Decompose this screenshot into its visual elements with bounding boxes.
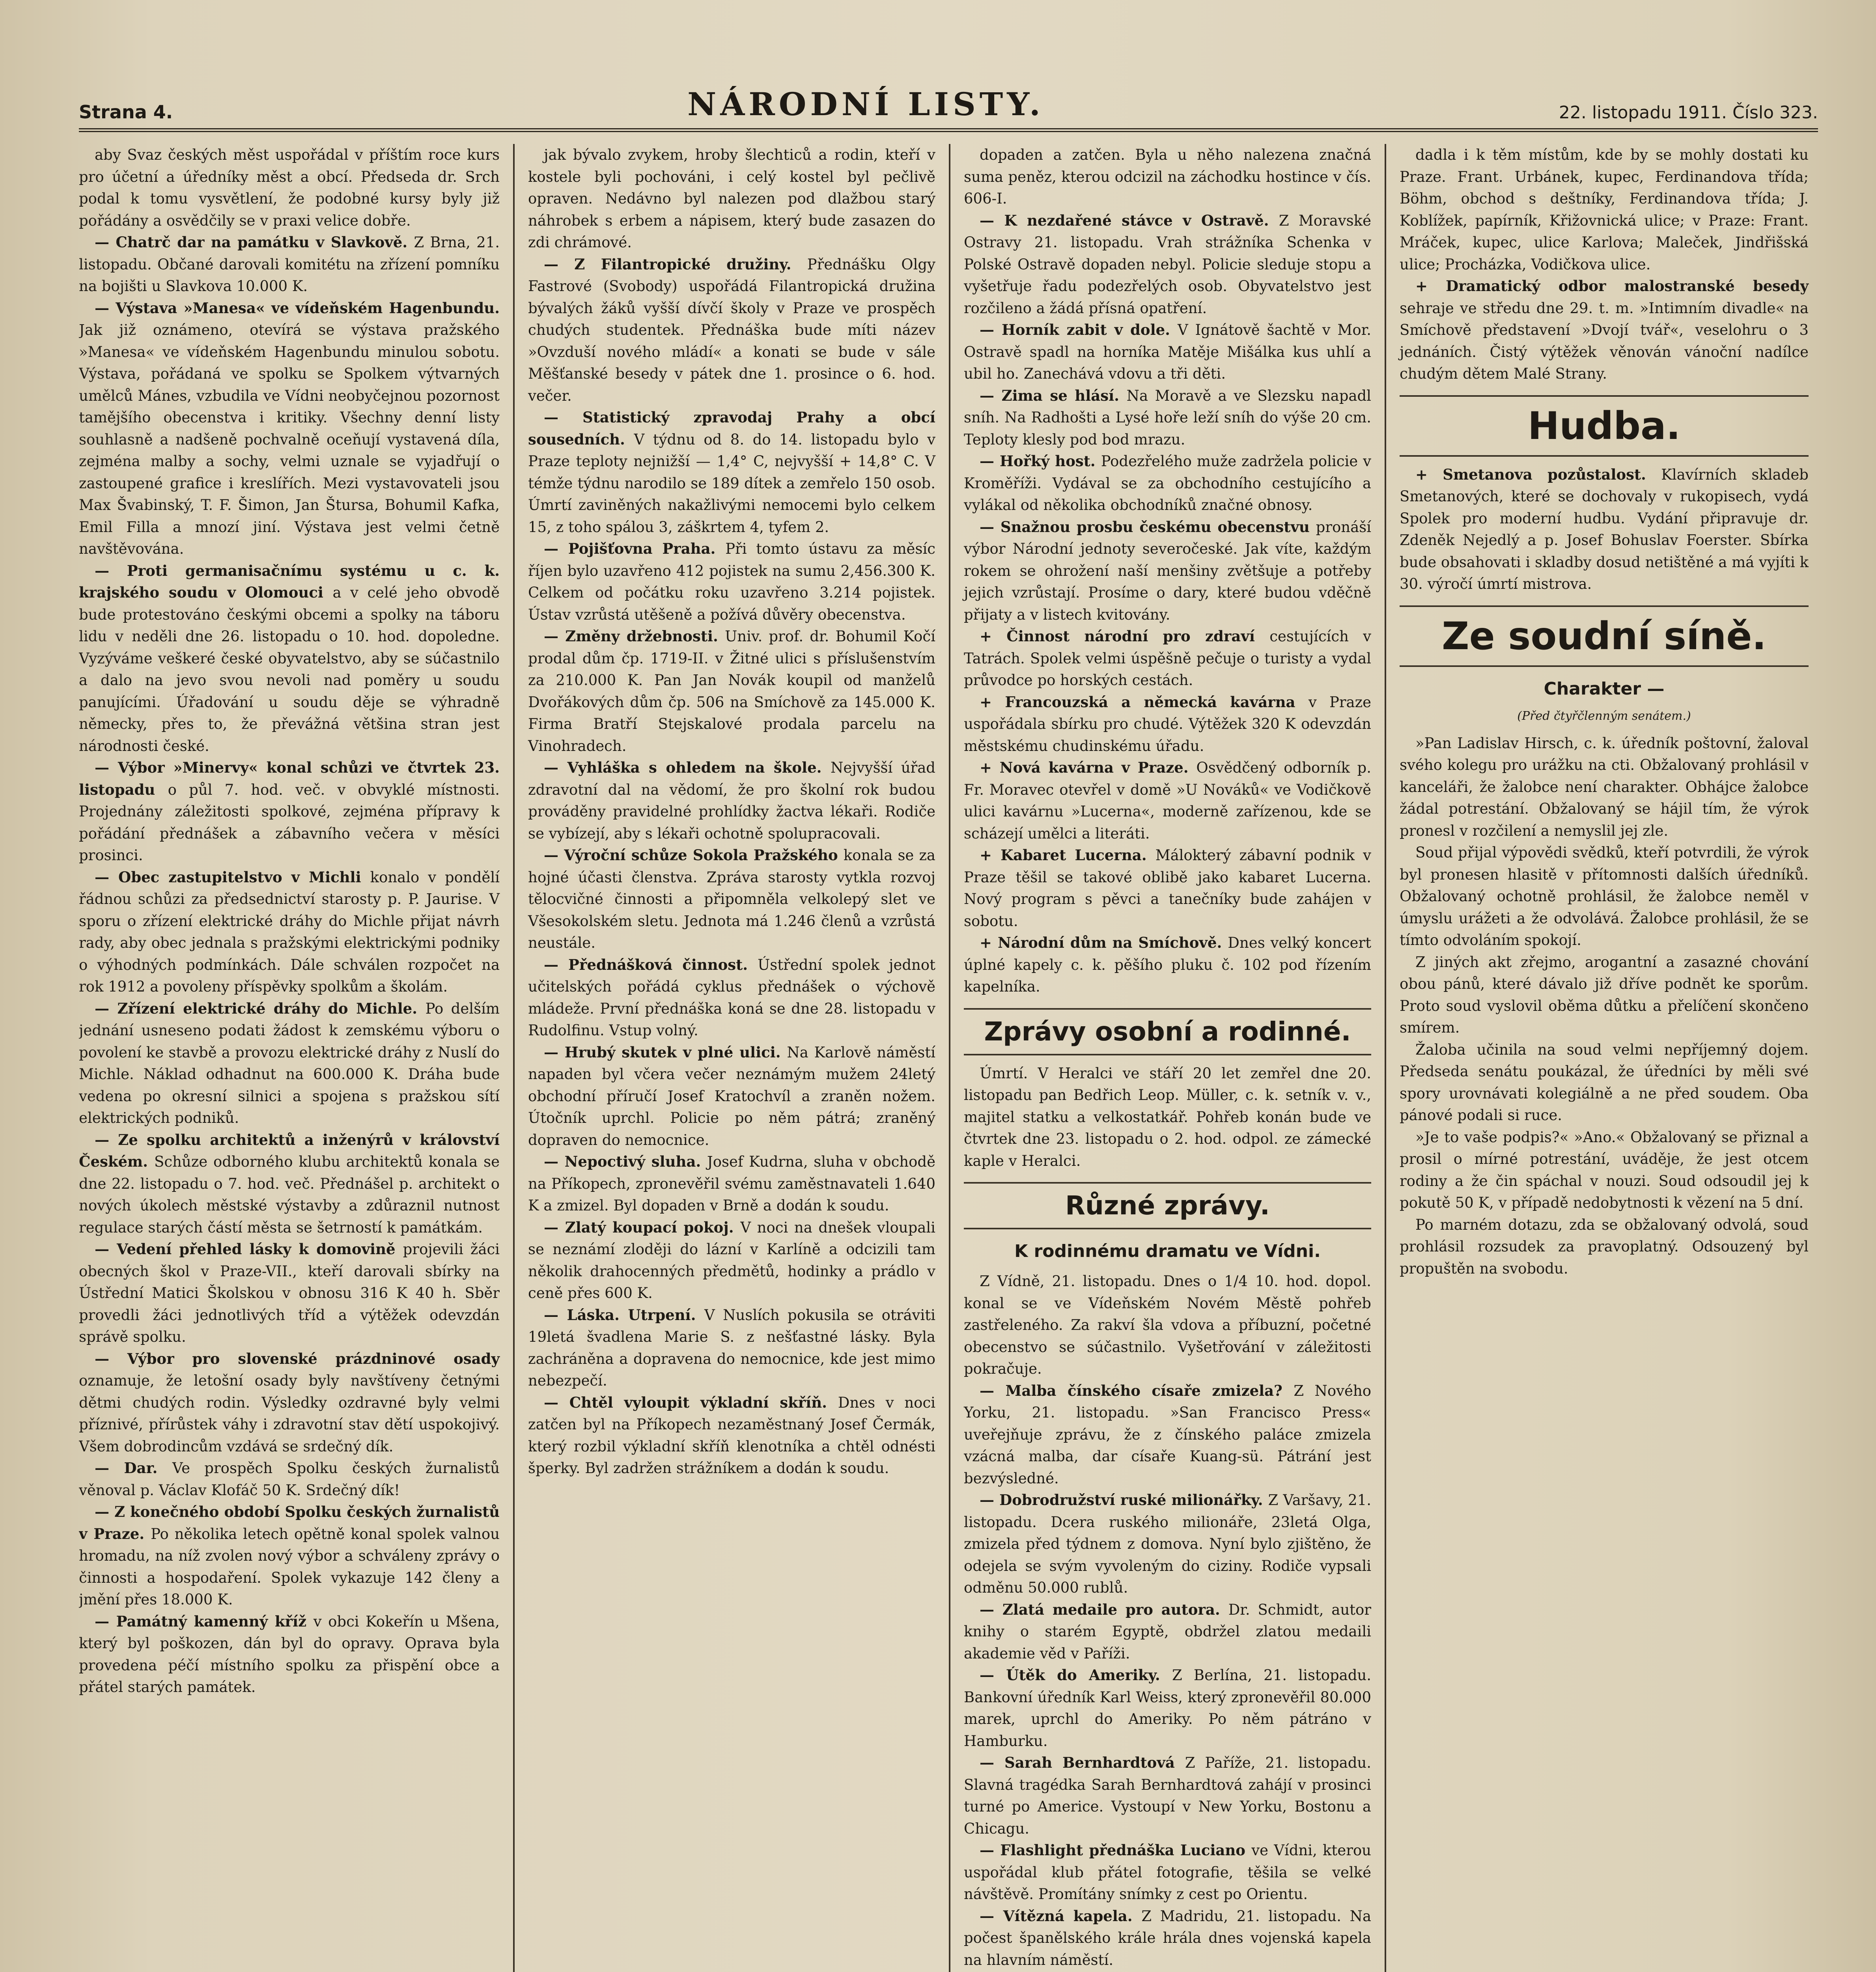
news-item-text: dopaden a zatčen. Byla u něho nalezena značná suma peněz, kterou odcizil na záchodku hostince v čís. 606-I. [964,146,1371,207]
news-item-lead: — Láska. Utrpení. [544,1306,705,1324]
news-items [1400,144,1809,385]
news-item-text: oznamuje, že letošní osady byly navštíveny četnými dětmi chudých rodin. Výsledky ozdravné byly velmi příznivé, přírůstek váhy i zdravotní stav dětí uspokojivý. Všem dobrodincům vzdává se srdečný dík. [79,1372,500,1455]
news-item [528,626,935,757]
news-item [1400,842,1809,951]
news-item-text: Dnes velký koncert úplné kapely c. k. pěšího pluku č. 102 pod řízením kapelníka. [964,934,1371,995]
news-item-lead: — Zřízení elektrické dráhy do Michle. [95,999,426,1017]
news-item-text: Z jiných akt zřejmo, arogantní a zasazné chování obou pánů, které dávalo již dříve podnět ke sporům. Proto soud vyslovil oběma důtku a přelíčení skončeno smírem. [1400,953,1809,1036]
news-item [1400,732,1809,842]
news-item [528,844,935,954]
news-item [79,297,500,560]
news-item-text: Z Paříže, 21. listopadu. Slavná tragédka Sarah Bernhardtová zahájí v prosinci turné po Americe. Vystoupí v New Yorku, Bostonu a Chicagu. [964,1754,1371,1837]
news-item [79,757,500,866]
news-items [964,1270,1371,1905]
news-item-text: Klavírních skladeb Smetanových, které se dochovaly v rukopisech, vydá Spolek pro moderní hudbu. Vydání připravuje dr. Zdeněk Nejedlý a p. Josef Bohuslav Foerster. Sbírka bude obsahovati i skladby dosud netištěné a má vyjíti k 30. výročí úmrtí mistrova. [1400,466,1809,592]
news-item-text: konala se za hojné účasti členstva. Zpráva starosty vytkla rozvoj tělocvičné činnosti a připomněla velkolepý slet ve Všesokolském sletu. Jednota má 1.246 členů a vzrůstá neustále. [528,847,935,951]
news-item-lead: — Malba čínského císaře zmizela? [980,1382,1294,1399]
news-item [528,757,935,844]
news-item-text: aby Svaz českých měst uspořádal v příštím roce kurs pro účetní a úředníky měst a obcí. Předseda dr. Srch podal k tomu vysvětlení, že podobné kursy byly již pořádány a osvědčily se v praxi velice dobře. [79,146,500,229]
news-item [964,691,1371,757]
news-item-text: o půl 7. hod. več. v obvyklé místnosti. Projednány záležitosti spolkové, zejména přípravy k pořádání přednášek a zábavního večera v měsíci prosinci. [79,781,500,864]
news-item [528,254,935,407]
news-item-lead: + Národní dům na Smíchově. [980,934,1228,951]
news-items [964,144,1371,998]
news-item [528,538,935,626]
news-item-text: ve Vídni, kterou uspořádal klub přátel fotografie, těšila se velké návštěvě. Promítány snímky z cest po Orientu. [964,1842,1371,1903]
news-item [964,932,1371,998]
news-item [528,1042,935,1151]
news-item-text: Podezřelého muže zadržela policie v Kroměříži. Vydával se za obchodního cestujícího a vylákal od několika obchodníků značné obnosy. [964,453,1371,514]
news-item-text: Z Vídně, 21. listopadu. Dnes o 1/4 10. hod. dopol. konal se ve Vídeňském Novém Městě pohřeb zastřeleného. Za rakví šla vdova a příbuzní, početné obecenstvo se súčastnilo. Vyšetřování v záležitosti pokračuje. [964,1273,1371,1377]
news-item [1400,1214,1809,1280]
news-item-lead: — Pojišťovna Praha. [544,540,726,557]
news-item-text: Z Varšavy, 21. listopadu. Dcera ruského milionáře, 23letá Olga, zmizela před týdnem z domova. Nyní bylo zjištěno, že odejela se svým vyvoleným do ciziny. Rodiče vypsali odměnu 50.000 rublů. [964,1492,1372,1596]
news-item [964,516,1371,626]
news-item-text: Ve prospěch Spolku českých žurnalistů věnoval p. Václav Klofáč 50 K. Srdečný dík! [79,1460,500,1499]
news-item-lead: — Dar. [95,1459,172,1477]
news-item-lead: + Nová kavárna v Praze. [980,759,1197,776]
news-item-text: Po marném dotazu, zda se obžalovaný odvolá, soud prohlásil rozsudek za pravoplatný. Odsouzený byl propuštěn na svobodu. [1400,1216,1809,1277]
news-item-text: a v celé jeho obvodě bude protestováno českými obcemi a spolky na táboru lidu v neděli dne 26. listopadu o 10. hod. dopoledne. Vyzýváme veškeré české obyvatelstvo, aby se súčastnilo a dalo na jevo svou nevoli nad poměry u soudu panujícími. Úřadování u soudu děje se výhradně německy, přes to, že převážná většina stran jest národnosti české. [79,584,500,754]
news-item-text: Na Karlově náměstí napaden byl včera večer neznámým mužem 24letý obchodní příručí Josef Kratochvíl a zraněn nožem. Útočník uprchl. Policie po něm pátrá; zraněný dopraven do nemocnice. [528,1044,935,1148]
news-item [79,866,500,998]
news-item [79,1457,500,1501]
news-item-text: Nejvyšší úřad zdravotní dal na vědomí, že pro školní rok budou prováděny pravidelné prohlídky žactva lékaři. Rodiče se vybízejí, aby s lékaři ochotně spolupracovali. [528,759,935,842]
news-item-lead: — Chtěl vyloupit výkladní skříň. [544,1393,838,1411]
news-item-text: V noci na dnešek vloupali se neznámí zloději do lázní v Karlíně a odcizili tam několik drahocenných předmětů, hodinky a prádlo v ceně přes 600 K. [528,1219,935,1302]
news-item-lead: + Francouzská a německá kavárna [980,693,1309,711]
news-item [964,1599,1371,1665]
news-item-lead: — Vyhláška s ohledem na škole. [544,759,831,776]
news-item [964,1752,1371,1839]
news-item-text: Z Nového Yorku, 21. listopadu. »San Francisco Press« uveřejňuje zprávu, že z čínského paláce zmizela vzácná malba, dar císaře Kuang-sü. Pátrání jest bezvýsledné. [964,1382,1371,1487]
news-item [528,1151,935,1217]
news-item-text: cestujících v Tatrách. Spolek velmi úspěšně pečuje o turisty a vydal průvodce po horských cestách. [964,628,1371,689]
news-item-text: »Je to vaše podpis?« »Ano.« Obžalovaný se přiznal a prosil o mírné potrestání, uváděje, že jest otcem rodiny a že čin spáchal v nouzi. Soud odsoudil jej k pokutě 50 K, v případě nedobytnosti k vězení na 5 dní. [1400,1128,1809,1211]
news-item-lead: — Proti germanisačnímu systému u c. k. krajského soudu v Olomouci [79,562,500,601]
news-item-lead: — Ze spolku architektů a inženýrů v království Českém. [79,1131,500,1170]
news-item-lead: — Zlatý koupací pokoj. [544,1218,741,1236]
news-item-lead: — Zima se hlásí. [980,387,1127,404]
news-items [1400,464,1809,595]
news-item-text: »Pan Ladislav Hirsch, c. k. úředník poštovní, žaloval svého kolegu pro urážku na cti. Obžalovaný prohlásil v kanceláři, že žalobce není charakter. Obhájce žalobce žádal potrestání. Obžalovaný se hájil tím, že výrok pronesl v rozčilení a nemyslil jej zle. [1400,734,1809,839]
news-item-text: V týdnu od 8. do 14. listopadu bylo v Praze teploty nejnižší — 1,4° C, nejvyšší + 14,8° C. V témže týdnu narodilo se 189 dítek a zemřelo 150 osob. Úmrtí zaviněných nakažlivými nemocemi bylo celkem 15, z toho spálou 3, záškrtem 4, tyfem 2. [528,431,935,536]
news-item-lead: — Hrubý skutek v plné ulici. [544,1043,787,1061]
news-item-text: V Nuslích pokusila se otráviti 19letá švadlena Marie S. z nešťastné lásky. Byla zachráněna a dopravena do nemocnice, kde jest mimo nebezpečí. [528,1306,935,1389]
news-item-text: Po několika letech opětně konal spolek valnou hromadu, na níž zvolen nový výbor a schváleny zprávy o činnosti a hospodaření. Spolek vykazuje 142 členy a jmění přes 18.000 K. [79,1525,500,1608]
news-item-text: pronáší výbor Národní jednoty severočeské. Jak víte, každým rokem se ohrožení naší menšiny zvětšuje a potřeby jejich vzrůstají. Prosíme o dary, které budou vděčně přijaty a v listech kvitovány. [964,518,1371,623]
news-item-lead: — Flashlight přednáška Luciano [980,1841,1252,1859]
news-item-text: Jak již oznámeno, otevírá se výstava pražského »Manesa« ve vídeňském Hagenbundu minulou sobotu. Výstava, pořádaná ve spolku se Spolkem výtvarných umělců Mánes, vzbudila ve Vídni neobyčejnou pozornost tamějšího obecenstva i kritiky. Všechny denní listy souhlasně a nadšeně pochvalně oceňují vystavená díla, zejména malby a sochy, velmi uznale se vyjadřují o zastoupené grafice i kreslířích. Mezi vystavovateli jsou Max Švabinský, T. F. Šimon, Jan Štursa, Bohumil Kafka, Emil Filla a mnozí jiní. Výstava jest velmi četně navštěvována. [79,321,500,557]
news-item-text: Na Moravě a ve Slezsku napadl sníh. Na Radhošti a Lysé hoře leží sníh do výše 20 cm. Teploty klesly pod bod mrazu. [964,387,1371,448]
news-item-lead: — Statistický zpravodaj Prahy a obcí sousedních. [528,409,935,448]
news-item [1400,144,1809,275]
news-item-text: dadla i k těm místům, kde by se mohly dostati ku Praze. Frant. Urbánek, kupec, Ferdinandova třída; Böhm, obchod s deštníky, Ferdinandova třída; J. Koblížek, papírník, Křižovnická ulice; v Praze: Frant. Mráček, kupec, ulice Karlova; Maleček, Jindřišská ulice; Procházka, Vodičkova ulice. [1400,146,1809,273]
news-item-lead: — Vítězná kapela. [980,1907,1142,1925]
news-item-lead: — Výbor »Minervy« konal schůzi ve čtvrtek 23. listopadu [79,759,500,798]
column-3 [950,144,1386,1972]
news-items [79,144,500,1698]
news-item-text: Dr. Schmidt, autor knihy o starém Egyptě, obdržel zlatou medaili akademie věd v Paříži. [964,1601,1371,1662]
column-4 [1386,144,1822,1972]
news-item-text: Přednášku Olgy Fastrové (Svobody) uspořádá Filantropická družina bývalých žáků vyšší dívčí školy v Praze ve prospěch chudých studentek. Přednáška bude míti název »Ovzduší nového mládí« a konati se bude v sále Měšťanské besedy v pátek dne 1. prosince o 6. hod. večer. [528,256,935,404]
news-item-text: Z Berlína, 21. listopadu. Bankovní úředník Karl Weiss, který zpronevěřil 80.000 marek, uprchl do Ameriky. Po něm pátráno v Hamburku. [964,1667,1371,1750]
news-item-text: Z Brna, 21. listopadu. Občané darovali komitétu na zřízení pomníku na bojišti u Slavkova 10.000 K. [79,234,500,295]
news-item-lead: — Výbor pro slovenské prázdninové osady [95,1350,500,1367]
news-item-lead: + Činnost národní pro zdraví [980,627,1270,645]
news-item [964,757,1371,844]
news-item-text: Málokterý zábavní podnik v Praze těšil se takové oblibě jako kabaret Lucerna. Nový program s pěvci a tanečníky bude zahájen v sobotu. [964,847,1371,930]
news-item [964,844,1371,932]
subheading-note: (Před čtyřčlenným senátem.) [1517,709,1691,723]
news-item-lead: — Vedení přehled lásky k domovině [95,1240,403,1258]
news-item-text: Ústřední spolek jednot učitelských pořádá cyklus přednášek o výchově mládeže. První přednáška koná se dne 28. listopadu v Rudolfinu. Vstup volný. [528,956,936,1039]
news-item [1400,951,1809,1039]
news-item-text: jak bývalo zvykem, hroby šlechticů a rodin, kteří v kostele byli pochováni, i celý kostel byl pečlivě opraven. Nedávno byl nalezen pod dlažbou starý náhrobek s erbem a nápisem, který bude zasazen do zdi chrámové. [528,146,935,251]
news-item-text: Soud přijal výpovědi svědků, kteří potvrdili, že výrok byl pronesen hlasitě v přítomnosti dalších úředníků. Obžalovaný ochotně prohlásil, že žalobce neměl v úmyslu urážeti a že odvolává. Žalobce prohlásil, že se tímto odvoláním spokojí. [1400,844,1809,949]
news-item [964,210,1371,319]
news-item [964,319,1371,385]
news-item [528,1217,935,1304]
news-item-lead: — Z Filantropické družiny. [544,255,807,273]
news-item [528,407,935,538]
news-item-lead: — Horník zabit v dole. [980,321,1178,338]
news-item-lead: — Nepoctivý sluha. [544,1153,707,1170]
newspaper-title: NÁRODNÍ LISTY. [687,86,1044,123]
news-item [964,1905,1371,1971]
news-item [79,998,500,1129]
news-item [964,1270,1371,1380]
news-item-lead: — Hořký host. [980,452,1101,470]
news-item-text: projevili žáci obecných škol v Praze-VII., kteří darovali sbírky na Ústřední Matici Školskou v obnosu 316 K 40 h. Sběr provedli žáci jednotlivých tříd a výtěžek odevzdán správě spolku. [79,1241,500,1345]
news-item [79,1129,500,1239]
news-item-lead: + Kabaret Lucerna. [980,846,1155,864]
news-item-text: Úmrtí. V Heralci ve stáří 20 let zemřel dne 20. listopadu pan Bedřich Leop. Müller, c. k. setník v. v., majitel statku a velkostatkář. Pohřeb konán bude ve čtvrtek dne 23. listopadu o 2. hod. odpol. ze zámecké kaple v Heralci. [964,1064,1371,1169]
subheading: Charakter — [1544,678,1665,699]
news-item-lead: — Z konečného období Spolku českých žurnalistů v Praze. [79,1503,500,1542]
issue-date: 22. listopadu 1911. Číslo 323. [1559,103,1818,123]
section-heading-court: Ze soudní síně. [1400,605,1809,667]
news-item [1400,1039,1809,1126]
news-item [1400,275,1809,385]
news-item-lead: — Obec zastupitelstvo v Michli [95,868,370,886]
news-item [964,1664,1371,1752]
masthead [79,81,1818,132]
news-item-lead: + Dramatický odbor malostranské besedy [1415,277,1809,295]
news-item-text: Po delším jednání usneseno podati žádost k zemskému výboru o povolení ke stavbě a provozu elektrické dráhy z Nuslí do Michle. Náklad odhadnut na 600.000 K. Dráha bude vedena po okresní silnici a spojena s pražskou sítí elektrických podniků. [79,1000,500,1126]
section-heading-music: Hudba. [1400,395,1809,457]
news-item [1400,1126,1809,1214]
news-items [1400,732,1809,1280]
columns [79,144,1822,1972]
news-item-lead: — Změny držebnosti. [544,627,725,645]
news-item [964,144,1371,210]
news-item-text: Josef Kudrna, sluha v obchodě na Příkopech, zpronevěřil svému zaměstnavateli 1.640 K a zmizel. Byl dopaden v Brně a dodán k soudu. [528,1153,935,1214]
news-item [79,144,500,232]
news-item-text: Žaloba učinila na soud velmi nepříjemný dojem. Předseda senátu poukázal, že úředníci by měli své spory urovnávati kolegiálně a ne před soudem. Oba pánové podali si ruce. [1400,1041,1809,1124]
news-item [964,450,1371,516]
column-2 [515,144,950,1972]
news-item [1400,464,1809,595]
news-item [964,1489,1371,1599]
news-items [964,1063,1371,1172]
news-item [964,1380,1371,1490]
section-heading-misc: Různé zprávy. [964,1182,1371,1229]
news-item [79,1501,500,1611]
news-item-lead: — Snažnou prosbu českému obecenstvu [980,518,1316,536]
news-item [964,626,1371,691]
section-heading-personal: Zprávy osobní a rodinné. [964,1008,1371,1055]
news-item [528,954,935,1042]
news-item [79,1348,500,1458]
news-item-lead: — Přednášková činnost. [544,956,758,973]
news-item-text: konalo v pondělí řádnou schůzi za předsednictví starosty p. P. Jaurise. V sporu o zřízení elektrické dráhy do Michle přijat návrh rady, aby obec jednala s pražskými elektrickými podniky o výhodných podmínkách. Dále schválen rozpočet na rok 1912 a povoleny příspěvky spolkům a školám. [79,868,500,995]
news-item-lead: — Dobrodružství ruské milionářky. [980,1491,1268,1509]
news-items [964,1905,1371,1971]
news-item [964,385,1371,451]
news-item-lead: — Výstava »Manesa« ve vídeňském Hagenbundu. [95,299,500,317]
news-item-text: Osvědčený odborník p. Fr. Moravec otevřel v domě »U Nováků« ve Vodičkově ulici kavárnu »Lucerna«, moderně zařízenou, kde se scházejí umělci a literáti. [964,759,1371,842]
news-item-text: sehraje ve středu dne 29. t. m. »Intimním divadle« na Smíchově představení »Dvojí tvář«, veselohru o 3 jednáních. Čistý výtěžek věnován vánoční nadílce chudým dětem Malé Strany. [1400,299,1809,382]
news-item-lead: — Chatrč dar na památku v Slavkově. [95,233,414,251]
news-item [528,144,935,254]
news-item [79,232,500,297]
news-item-lead: — Útěk do Ameriky. [980,1666,1172,1684]
subheading: K rodinnému dramatu ve Vídni. [1014,1241,1321,1261]
news-items [528,144,935,1479]
news-item-text: Dnes v noci zatčen byl na Příkopech nezaměstnaný Josef Čermák, který rozbil výkladní skříň klenotníka a chtěl odnésti šperky. Byl zadržen strážníkem a dodán k soudu. [528,1394,936,1477]
news-item-text: v Praze uspořádala sbírku pro chudé. Výtěžek 320 K odevzdán městskému chudinskému úřadu. [964,693,1371,754]
news-item-lead: — K nezdařené stávce v Ostravě. [980,211,1279,229]
news-item-lead: — Výroční schůze Sokola Pražského [544,846,844,864]
news-item [528,1392,935,1479]
news-item-text: v obci Kokeřín u Mšena, který byl poškozen, dán byl do opravy. Oprava byla provedena péčí místního spolku za přispění obce a přátel starých památek. [79,1613,500,1696]
news-item-lead: — Památný kamenný kříž [95,1612,314,1630]
news-item-text: V Ignátově šachtě v Mor. Ostravě spadl na horníka Matěje Mišálka kus uhlí a ubil ho. Zanechává vdovu a tři děti. [964,321,1371,382]
news-item [79,560,500,757]
news-item-lead: — Sarah Bernhardtová [980,1754,1185,1771]
page-number: Strana 4. [79,101,173,123]
news-item-lead: + Smetanova pozůstalost. [1415,465,1661,483]
column-1 [79,144,515,1972]
news-item-text: Z Madridu, 21. listopadu. Na počest španělského krále hrála dnes vojenská kapela na hlavním náměstí. [964,1907,1371,1968]
news-item-text: Univ. prof. dr. Bohumil Kočí prodal dům čp. 1719-II. v Žitné ulici s příslušenstvím za 210.000 K. Pan Jan Novák koupil od manželů Dvořákových dům čp. 506 na Smíchově za 145.000 K. Firma Bratří Stejskalové prodala parcelu na Vinohradech. [528,628,935,754]
news-item [528,1304,935,1392]
news-item [79,1611,500,1698]
news-item [79,1238,500,1348]
news-item [964,1839,1371,1905]
news-item-text: Z Moravské Ostravy 21. listopadu. Vrah strážníka Schenka v Polské Ostravě dopaden nebyl. Policie sleduje stopu a vyšetřuje řadu podezřelých osob. Obyvatelstvo jest rozčileno a žádá přísná opatření. [964,212,1371,317]
news-item-text: Při tomto ústavu za měsíc říjen bylo uzavřeno 412 pojistek na sumu 2,456.300 K. Celkem od počátku roku uzavřeno 3.214 pojistek. Ústav vzrůstá utěšeně a požívá důvěry obecenstva. [528,540,935,623]
news-item-text: Schůze odborného klubu architektů konala se dne 22. listopadu o 7. hod. več. Přednášel p. architekt o nových úkolech městské výstavby a zdůraznil nutnost regulace starých částí města se šetrností k památkám. [79,1153,500,1236]
news-item-lead: — Zlatá medaile pro autora. [980,1600,1228,1618]
news-item [964,1063,1371,1172]
